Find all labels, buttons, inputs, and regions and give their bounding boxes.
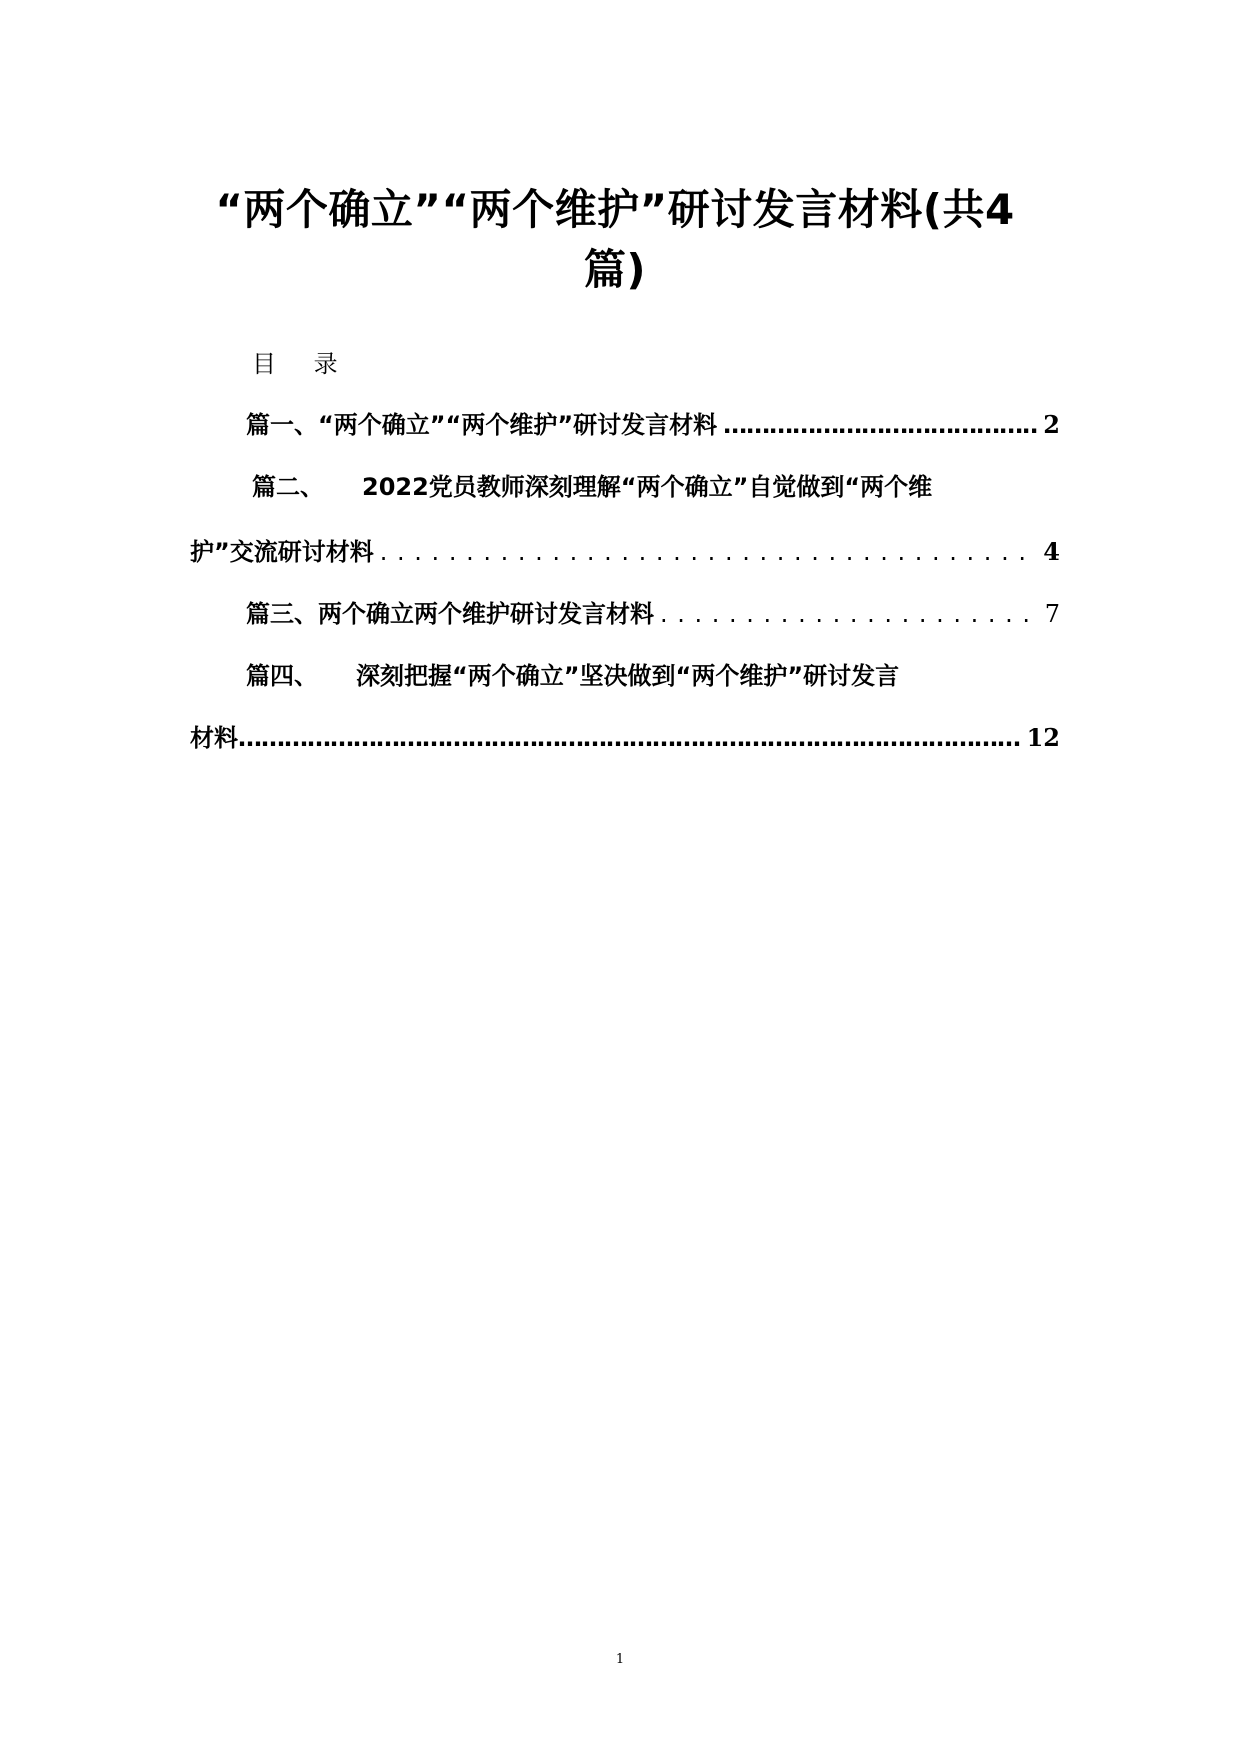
toc-entry-2-line-2[interactable] (190, 535, 1060, 569)
toc-entry-4-page: 12 (1026, 723, 1060, 752)
toc-entry-2-line-1[interactable] (252, 470, 1060, 504)
toc-entry-4-line-2[interactable] (190, 721, 1060, 755)
toc-entry-1-page: 2 (1043, 410, 1060, 439)
toc-entry-3-leader (660, 597, 1039, 631)
toc-entry-4-line-1[interactable] (246, 659, 1060, 693)
document-title-line-2: 篇) (583, 245, 647, 294)
toc-entry-4-label-line-1: 深刻把握“两个确立”坚决做到“两个维护”研讨发言 (356, 662, 900, 690)
toc-entry-1-leader (723, 408, 1037, 442)
page-number: 1 (615, 1652, 625, 1667)
toc-entry-3-page: 7 (1044, 600, 1060, 628)
toc-entry-1[interactable] (246, 408, 1060, 442)
document-title (150, 180, 1080, 300)
toc-entry-2-page: 4 (1043, 537, 1060, 566)
toc-heading: 目 录 (252, 350, 338, 378)
toc-entry-4-prefix: 篇四、 (246, 662, 318, 690)
toc-entry-2-prefix: 篇二、 (252, 473, 324, 501)
toc-entry-1-label: 篇一、“两个确立”“两个维护”研讨发言材料 (246, 411, 718, 439)
toc-entry-4-label-line-2: 材料 (190, 724, 238, 752)
toc-entry-2-leader (380, 535, 1038, 569)
document-title-line-1: “两个确立”“两个维护”研讨发言材料(共4 (215, 185, 1015, 234)
toc-entry-4-leader (238, 721, 1021, 755)
toc-entry-2-label-line-1: 2022党员教师深刻理解“两个确立”自觉做到“两个维 (362, 473, 933, 501)
toc-entry-3[interactable] (246, 597, 1060, 631)
toc-entry-3-label: 篇三、两个确立两个维护研讨发言材料 (246, 600, 654, 628)
toc-entry-2-label-line-2: 护”交流研讨材料 (190, 538, 374, 566)
